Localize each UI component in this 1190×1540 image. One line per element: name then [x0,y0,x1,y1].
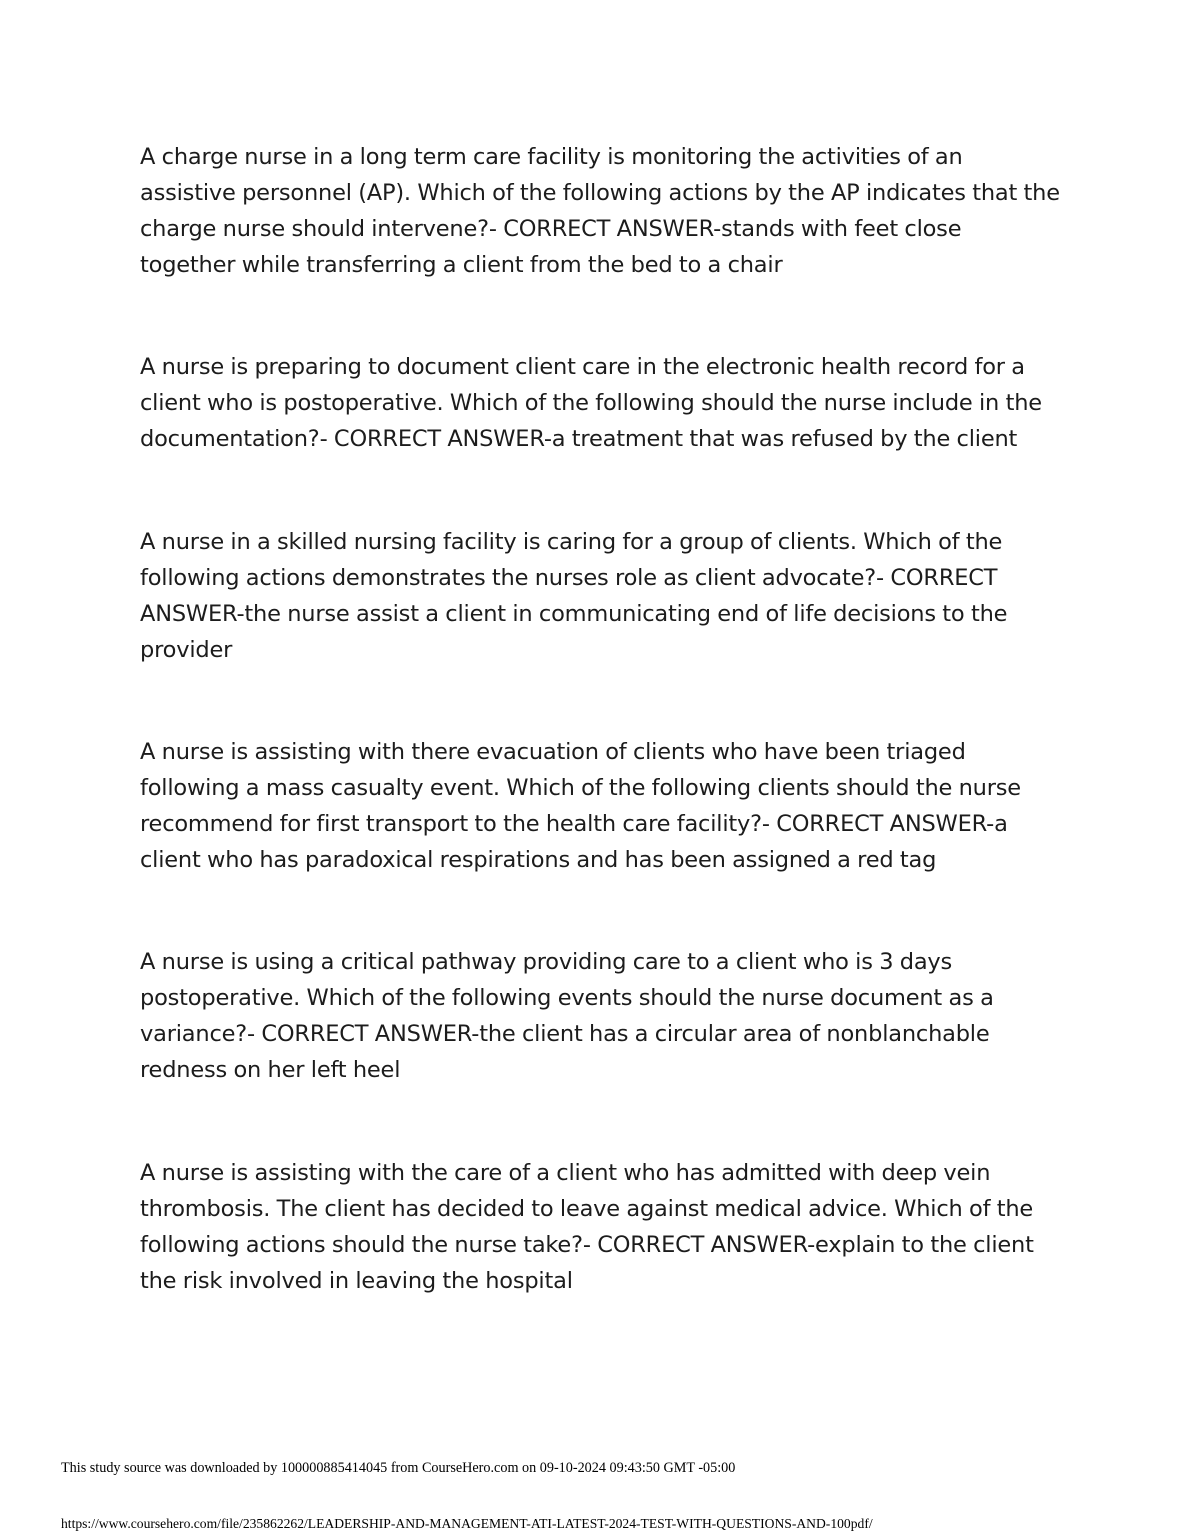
qa-item [140,1155,1060,1299]
qa-item [140,944,1060,1088]
answer-label: - CORRECT ANSWER- [488,216,722,242]
qa-item [140,524,1060,668]
question-text: A nurse is using a critical pathway providing care to a client who is 3 days postoperative. Which of the following events should the nurse document as a variance? [140,949,994,1047]
question-text: A nurse is assisting with there evacuation of clients who have been triaged following a mass casualty event. Which of the following clients should the nurse recommend for first transport to the health care facility? [140,739,1021,837]
qa-item [140,349,1060,457]
answer-label: - CORRECT ANSWER- [761,811,995,837]
answer-text: the nurse assist a client in communicating end of life decisions to the provider [140,601,1008,663]
answer-label: - CORRECT ANSWER- [247,1021,480,1047]
question-text: A charge nurse in a long term care facility is monitoring the activities of an assistive personnel (AP). Which of the following actions by the AP indicates that the charge nurse should intervene? [140,144,1060,242]
answer-label: - CORRECT ANSWER- [319,426,552,452]
question-text: A nurse is preparing to document client care in the electronic health record for a client who is postoperative. Which of the following should the nurse include in the documentation? [140,354,1042,452]
qa-item [140,734,1060,878]
question-text: A nurse in a skilled nursing facility is caring for a group of clients. Which of the following actions demonstrates the nurses role as client advocate? [140,529,1003,591]
answer-text: the client has a circular area of nonblanchable redness on her left heel [140,1021,990,1083]
answer-text: explain to the client the risk involved in leaving the hospital [140,1232,1034,1294]
answer-text: stands with feet close together while transferring a client from the bed to a chair [140,216,962,278]
download-source-note: This study source was downloaded by 100000885414045 from CourseHero.com on 09-10-2024 09:43:50 GMT -05:00 [61,1460,736,1476]
answer-text: a treatment that was refused by the client [551,426,1018,452]
question-text: A nurse is assisting with the care of a client who has admitted with deep vein thrombosis. The client has decided to leave against medical advice. Which of the following actions should the nurse take? [140,1160,1034,1258]
source-url: https://www.coursehero.com/file/235862262/LEADERSHIP-AND-MANAGEMENT-ATI-LATEST-2024-TEST-WITH-QUESTIONS-AND-100pdf/ [61,1516,873,1531]
answer-text: a client who has paradoxical respirations and has been assigned a red tag [140,811,1008,873]
qa-item [140,139,1060,283]
answer-label: - CORRECT ANSWER- [140,565,998,627]
answer-label: - CORRECT ANSWER- [582,1232,816,1258]
